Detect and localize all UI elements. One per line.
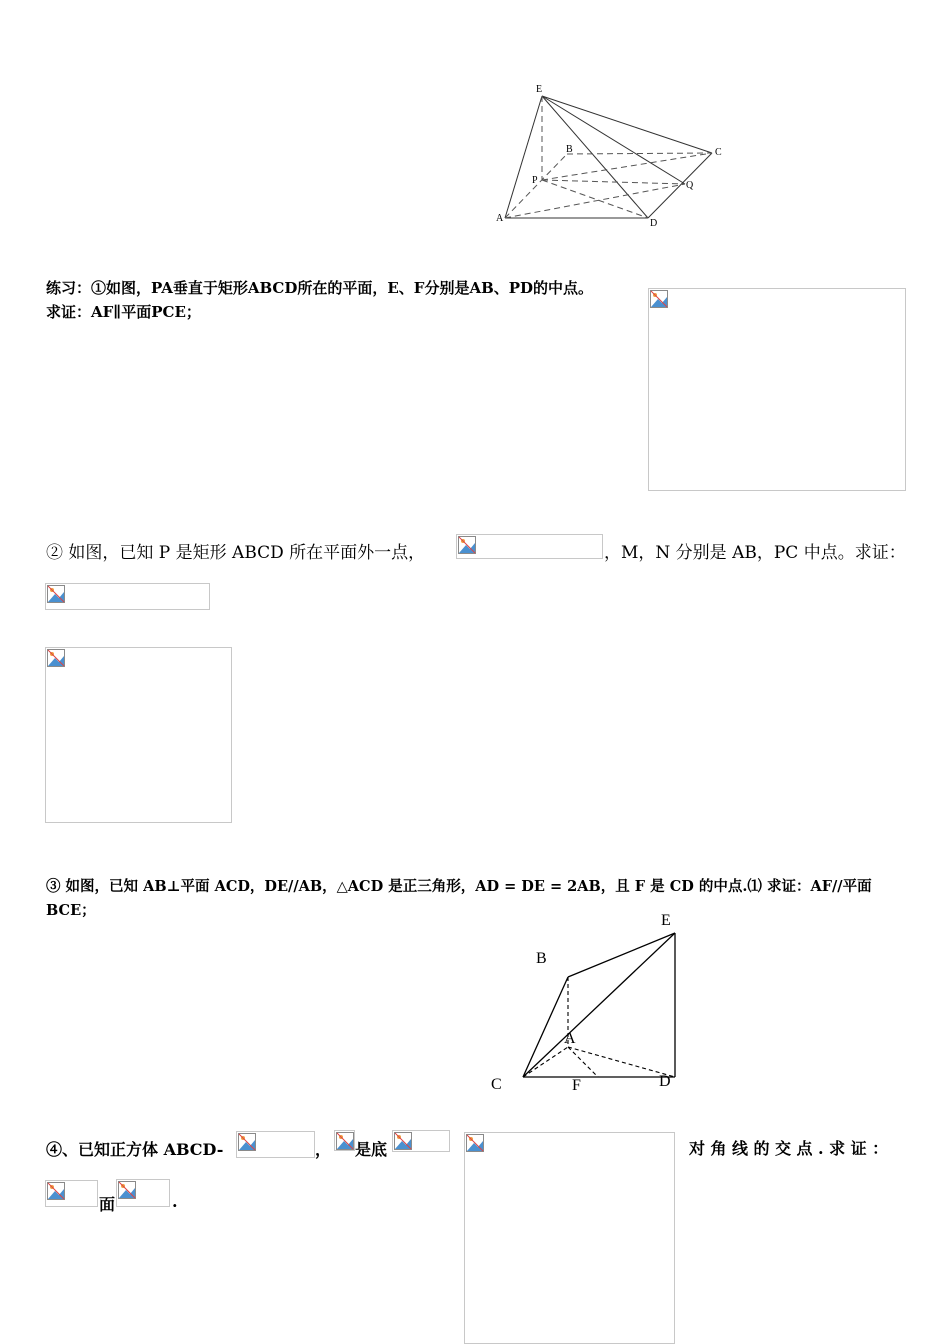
fig1-label-e: E (536, 84, 543, 95)
ex4-part1: ④、已知正方体 ABCD- (46, 1140, 224, 1159)
broken-image-icon (458, 536, 476, 554)
image-placeholder (648, 288, 906, 491)
ex4-period: . (172, 1192, 178, 1211)
fig3-label-e: E (661, 912, 671, 929)
broken-image-icon (238, 1133, 256, 1151)
broken-image-icon (47, 585, 65, 603)
fig1-label-d: D (650, 218, 658, 229)
broken-image-icon (394, 1132, 412, 1150)
image-placeholder (45, 647, 232, 823)
fig1-label-q: Q (686, 180, 694, 191)
inline-image (116, 1179, 170, 1207)
fig3-label-f: F (572, 1077, 581, 1094)
figure-3-solid (510, 920, 690, 1090)
broken-image-icon (650, 290, 668, 308)
fig1-label-b: B (566, 144, 573, 155)
fig1-label-c: C (715, 147, 722, 158)
ex1-line1: 练习：①如图，PA垂直于矩形ABCD所在的平面，E、F分别是AB、PD的中点。 (46, 279, 594, 297)
fig3-label-b: B (536, 950, 547, 967)
broken-image-icon (47, 649, 65, 667)
ex2-line1-a: ② 如图，已知 P 是矩形 ABCD 所在平面外一点， (46, 543, 426, 563)
fig1-label-p: P (532, 175, 538, 186)
image-placeholder (464, 1132, 675, 1344)
inline-image (236, 1131, 315, 1158)
broken-image-icon (336, 1132, 354, 1150)
fig3-label-d: D (659, 1073, 671, 1090)
ex3-line2: BCE； (46, 902, 96, 919)
inline-image (456, 534, 603, 559)
broken-image-icon (47, 1182, 65, 1200)
ex4-part4: 面 (99, 1195, 116, 1214)
broken-image-icon (466, 1134, 484, 1152)
fig3-label-c: C (491, 1076, 502, 1093)
broken-image-icon (118, 1181, 136, 1199)
ex3-line1: ③ 如图，已知 AB⊥平面 ACD，DE//AB，△ACD 是正三角形，AD = DE = 2AB，且 F 是 CD 的中点.⑴ 求证：AF//平面 (46, 878, 872, 895)
ex2-line1-b: ，M，N 分别是 AB，PC 中点。求证： (604, 543, 906, 563)
fig1-label-a: A (496, 213, 504, 224)
figure-1-pyramid (490, 80, 730, 230)
inline-image (45, 1180, 98, 1207)
ex4-part3: 对角线的交点.求证： (689, 1139, 894, 1158)
inline-image (45, 583, 210, 610)
ex1-line2: 求证：AF∥平面PCE； (46, 303, 201, 321)
fig3-label-a: A (564, 1030, 576, 1047)
inline-image (392, 1130, 450, 1152)
ex4-part2: 是底 (355, 1140, 388, 1159)
inline-image (334, 1130, 355, 1151)
ex4-comma: ， (315, 1140, 332, 1159)
